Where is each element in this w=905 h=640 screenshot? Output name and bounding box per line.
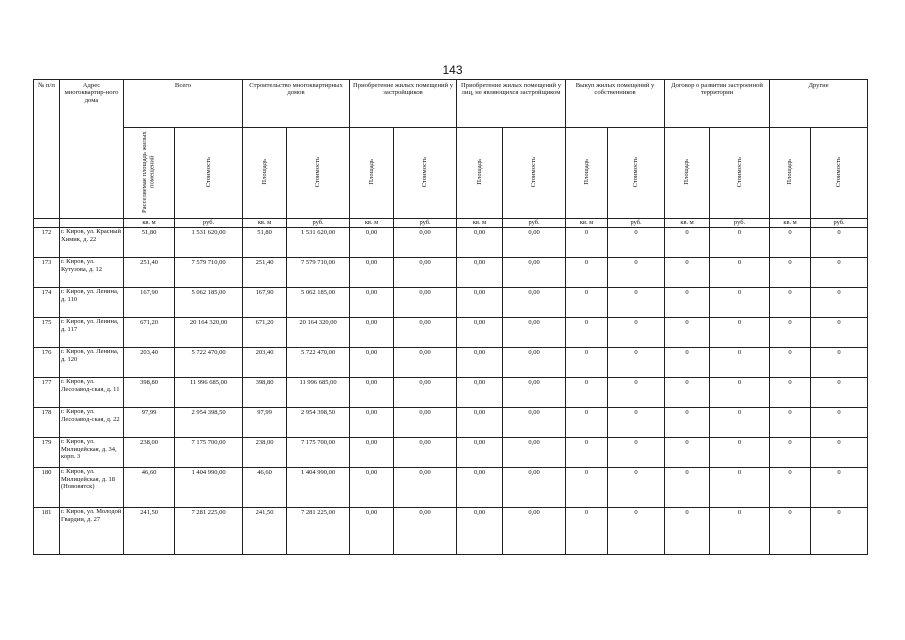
value-cell: 0,00 [457, 468, 503, 508]
unit-cell [34, 219, 60, 228]
value-cell: 2 954 398,50 [287, 408, 350, 438]
value-cell: 0 [710, 468, 770, 508]
value-cell: 0 [770, 378, 811, 408]
value-cell: 0 [566, 258, 608, 288]
sub-header-cost [287, 128, 350, 219]
value-cell: 0 [811, 438, 868, 468]
sub-header-cost [710, 128, 770, 219]
value-cell: 251,40 [124, 258, 175, 288]
sub-header-area [350, 128, 394, 219]
table-row [34, 378, 868, 408]
value-cell: 0 [665, 508, 710, 555]
value-cell: 0 [665, 348, 710, 378]
value-cell: 0,00 [394, 318, 457, 348]
value-cell: 0,00 [394, 288, 457, 318]
value-cell: 0 [710, 258, 770, 288]
value-cell: 0,00 [503, 288, 566, 318]
value-cell: 398,80 [243, 378, 287, 408]
value-cell: 0 [608, 228, 665, 258]
resettlement-table [33, 79, 868, 555]
value-cell: 0,00 [457, 348, 503, 378]
value-cell: 0,00 [503, 228, 566, 258]
value-cell: 671,20 [124, 318, 175, 348]
value-cell: 0 [566, 348, 608, 378]
value-cell: 0,00 [350, 288, 394, 318]
value-cell: 0 [811, 288, 868, 318]
row-number: 172 [34, 228, 60, 258]
value-cell: 51,80 [243, 228, 287, 258]
value-cell: 0 [566, 408, 608, 438]
sub-header-label: Стоимость [835, 156, 843, 187]
value-cell: 0,00 [394, 378, 457, 408]
sub-header-cost [608, 128, 665, 219]
value-cell: 0,00 [350, 378, 394, 408]
unit-cell: кв. м [566, 219, 608, 228]
row-address: г. Киров, ул. Красный Химик, д. 22 [60, 228, 124, 258]
value-cell: 0 [665, 378, 710, 408]
unit-cell: кв. м [124, 219, 175, 228]
value-cell: 0 [608, 408, 665, 438]
table-row [34, 288, 868, 318]
value-cell: 0 [770, 348, 811, 378]
value-cell: 0 [710, 378, 770, 408]
value-cell: 203,40 [243, 348, 287, 378]
unit-cell: руб. [811, 219, 868, 228]
row-address: г. Киров, ул. Кутузова, д. 12 [60, 258, 124, 288]
value-cell: 20 164 320,00 [175, 318, 243, 348]
value-cell: 0 [710, 228, 770, 258]
unit-cell: кв. м [665, 219, 710, 228]
unit-cell: руб. [394, 219, 457, 228]
value-cell: 0 [710, 408, 770, 438]
value-cell: 0,00 [503, 408, 566, 438]
value-cell: 7 281 225,00 [175, 508, 243, 555]
sub-header-label: Стоимость [314, 156, 322, 187]
value-cell: 0 [710, 438, 770, 468]
value-cell: 0,00 [457, 378, 503, 408]
sub-header-label: Стоимость [632, 156, 640, 187]
value-cell: 0 [811, 408, 868, 438]
value-cell: 0 [770, 508, 811, 555]
value-cell: 0 [608, 258, 665, 288]
value-cell: 11 996 685,00 [287, 378, 350, 408]
value-cell: 0 [665, 318, 710, 348]
value-cell: 0 [608, 468, 665, 508]
unit-cell: кв. м [457, 219, 503, 228]
row-address: г. Киров, ул. Ленина, д. 110 [60, 288, 124, 318]
sub-header-area [665, 128, 710, 219]
value-cell: 0 [770, 438, 811, 468]
value-cell: 0,00 [457, 288, 503, 318]
sub-header-area [566, 128, 608, 219]
sub-header-label: Площадь [475, 158, 483, 185]
value-cell: 238,00 [124, 438, 175, 468]
row-address: г. Киров, ул. Молодой Гвардии, д. 27 [60, 508, 124, 555]
row-number: 175 [34, 318, 60, 348]
value-cell: 0 [665, 438, 710, 468]
sub-header-label: Расселяемая площадь жилых помещений [141, 130, 156, 213]
value-cell: 0,00 [350, 258, 394, 288]
value-cell: 0,00 [394, 468, 457, 508]
value-cell: 0 [710, 508, 770, 555]
table-row [34, 408, 868, 438]
value-cell: 11 996 685,00 [175, 378, 243, 408]
value-cell: 0 [811, 468, 868, 508]
value-cell: 0,00 [350, 508, 394, 555]
value-cell: 7 579 710,00 [175, 258, 243, 288]
unit-cell: руб. [287, 219, 350, 228]
unit-cell: кв. м [350, 219, 394, 228]
value-cell: 167,90 [243, 288, 287, 318]
value-cell: 97,99 [124, 408, 175, 438]
value-cell: 0,00 [457, 508, 503, 555]
value-cell: 0 [811, 258, 868, 288]
value-cell: 0,00 [394, 348, 457, 378]
value-cell: 0,00 [457, 318, 503, 348]
value-cell: 671,20 [243, 318, 287, 348]
sub-header-cost [811, 128, 868, 219]
value-cell: 0,00 [503, 258, 566, 288]
value-cell: 51,80 [124, 228, 175, 258]
value-cell: 0 [811, 378, 868, 408]
value-cell: 0,00 [503, 508, 566, 555]
value-cell: 0 [566, 468, 608, 508]
value-cell: 5 062 185,00 [287, 288, 350, 318]
row-address: г. Киров, ул. Ленина, д. 117 [60, 318, 124, 348]
value-cell: 0,00 [394, 438, 457, 468]
table-row [34, 228, 868, 258]
value-cell: 0,00 [350, 228, 394, 258]
sub-header-label: Площадь [683, 158, 691, 185]
row-number: 178 [34, 408, 60, 438]
sub-header-label: Площадь [367, 158, 375, 185]
group-header-developer-purchase: Приобретение жилых помещений у застройщиков [350, 80, 457, 128]
value-cell: 2 954 398,50 [175, 408, 243, 438]
table-row [34, 508, 868, 555]
value-cell: 0,00 [394, 258, 457, 288]
value-cell: 0 [811, 228, 868, 258]
value-cell: 0,00 [503, 348, 566, 378]
value-cell: 0 [566, 438, 608, 468]
value-cell: 7 175 700,00 [175, 438, 243, 468]
value-cell: 0 [665, 408, 710, 438]
row-number: 179 [34, 438, 60, 468]
page-number: 143 [442, 63, 463, 77]
value-cell: 0 [665, 288, 710, 318]
value-cell: 0 [566, 378, 608, 408]
value-cell: 0,00 [350, 408, 394, 438]
row-number: 180 [34, 468, 60, 508]
sub-header-label: Стоимость [204, 156, 212, 187]
value-cell: 1 531 620,00 [287, 228, 350, 258]
row-number: 173 [34, 258, 60, 288]
value-cell: 5 722 470,00 [175, 348, 243, 378]
table-row [34, 318, 868, 348]
unit-cell [60, 219, 124, 228]
value-cell: 0,00 [350, 438, 394, 468]
value-cell: 0 [770, 288, 811, 318]
value-cell: 46,60 [124, 468, 175, 508]
value-cell: 7 175 700,00 [287, 438, 350, 468]
value-cell: 0,00 [394, 408, 457, 438]
value-cell: 0,00 [457, 228, 503, 258]
sub-header-area [457, 128, 503, 219]
row-number: 181 [34, 508, 60, 555]
group-header-other: Другие [770, 80, 868, 128]
row-address: г. Киров, ул. Ленина, д. 120 [60, 348, 124, 378]
value-cell: 20 164 320,00 [287, 318, 350, 348]
row-number: 174 [34, 288, 60, 318]
group-header-buyout: Выкуп жилых помещений у собственников [566, 80, 665, 128]
value-cell: 0,00 [503, 378, 566, 408]
value-cell: 0,00 [394, 508, 457, 555]
unit-cell: руб. [710, 219, 770, 228]
sub-header-label: Площадь [582, 158, 590, 185]
row-address: г. Киров, ул. Лесозавод-ская, д. 11 [60, 378, 124, 408]
row-address: г. Киров, ул. Милицейская, д. 34, корп. 3 [60, 438, 124, 468]
value-cell: 0,00 [350, 318, 394, 348]
row-number: 177 [34, 378, 60, 408]
value-cell: 0,00 [457, 258, 503, 288]
value-cell: 0 [770, 228, 811, 258]
unit-cell: руб. [608, 219, 665, 228]
value-cell: 0 [566, 508, 608, 555]
col-address-header: Адрес многоквартир-ного дома [60, 80, 124, 219]
row-number: 176 [34, 348, 60, 378]
group-header-total: Всего [124, 80, 243, 128]
value-cell: 0 [770, 258, 811, 288]
value-cell: 1 404 990,00 [175, 468, 243, 508]
value-cell: 0,00 [457, 438, 503, 468]
sub-header-area [243, 128, 287, 219]
value-cell: 0 [566, 228, 608, 258]
value-cell: 0 [811, 508, 868, 555]
value-cell: 0,00 [503, 438, 566, 468]
unit-cell: руб. [175, 219, 243, 228]
value-cell: 0 [608, 318, 665, 348]
value-cell: 0,00 [350, 348, 394, 378]
value-cell: 0,00 [503, 468, 566, 508]
row-address: г. Киров, ул. Лесозавод-ская, д. 22 [60, 408, 124, 438]
value-cell: 97,99 [243, 408, 287, 438]
sub-header-area [124, 128, 175, 219]
value-cell: 0 [811, 348, 868, 378]
value-cell: 0,00 [350, 468, 394, 508]
value-cell: 0 [770, 408, 811, 438]
value-cell: 0 [608, 438, 665, 468]
unit-cell: кв. м [243, 219, 287, 228]
sub-header-label: Стоимость [735, 156, 743, 187]
value-cell: 0,00 [394, 228, 457, 258]
unit-cell: кв. м [770, 219, 811, 228]
table-row [34, 258, 868, 288]
table-row [34, 438, 868, 468]
group-header-development-contract: Договор о развитии застроенной территории [665, 80, 770, 128]
value-cell: 251,40 [243, 258, 287, 288]
value-cell: 0 [566, 318, 608, 348]
sub-header-cost [394, 128, 457, 219]
value-cell: 0 [566, 288, 608, 318]
value-cell: 5 062 185,00 [175, 288, 243, 318]
value-cell: 0,00 [457, 408, 503, 438]
value-cell: 0 [770, 318, 811, 348]
value-cell: 203,40 [124, 348, 175, 378]
value-cell: 0 [811, 318, 868, 348]
value-cell: 0 [665, 228, 710, 258]
value-cell: 46,60 [243, 468, 287, 508]
value-cell: 0 [608, 348, 665, 378]
sub-header-label: Стоимость [530, 156, 538, 187]
unit-cell: руб. [503, 219, 566, 228]
table-row [34, 468, 868, 508]
value-cell: 0 [710, 288, 770, 318]
sub-header-label: Площадь [260, 158, 268, 185]
value-cell: 0 [665, 258, 710, 288]
group-header-construction: Строительство многоквартирных домов [243, 80, 350, 128]
row-address: г. Киров, ул. Милицейская, д. 18 (Нововятск) [60, 468, 124, 508]
sub-header-label: Стоимость [421, 156, 429, 187]
group-header-nondeveloper-purchase: Приобретение жилых помещений у лиц, не являющихся застройщиком [457, 80, 566, 128]
value-cell: 167,90 [124, 288, 175, 318]
value-cell: 5 722 470,00 [287, 348, 350, 378]
value-cell: 238,00 [243, 438, 287, 468]
value-cell: 7 579 710,00 [287, 258, 350, 288]
value-cell: 0,00 [503, 318, 566, 348]
sub-header-cost [175, 128, 243, 219]
sub-header-cost [503, 128, 566, 219]
value-cell: 0 [608, 508, 665, 555]
sub-header-area [770, 128, 811, 219]
value-cell: 398,80 [124, 378, 175, 408]
value-cell: 0 [608, 378, 665, 408]
value-cell: 0 [608, 288, 665, 318]
value-cell: 0 [710, 348, 770, 378]
value-cell: 241,50 [243, 508, 287, 555]
value-cell: 1 404 990,00 [287, 468, 350, 508]
value-cell: 0 [770, 468, 811, 508]
value-cell: 0 [710, 318, 770, 348]
value-cell: 0 [665, 468, 710, 508]
col-number-header: № п/п [34, 80, 60, 219]
value-cell: 241,50 [124, 508, 175, 555]
sub-header-label: Площадь [786, 158, 794, 185]
table-row [34, 348, 868, 378]
value-cell: 1 531 620,00 [175, 228, 243, 258]
value-cell: 7 281 225,00 [287, 508, 350, 555]
